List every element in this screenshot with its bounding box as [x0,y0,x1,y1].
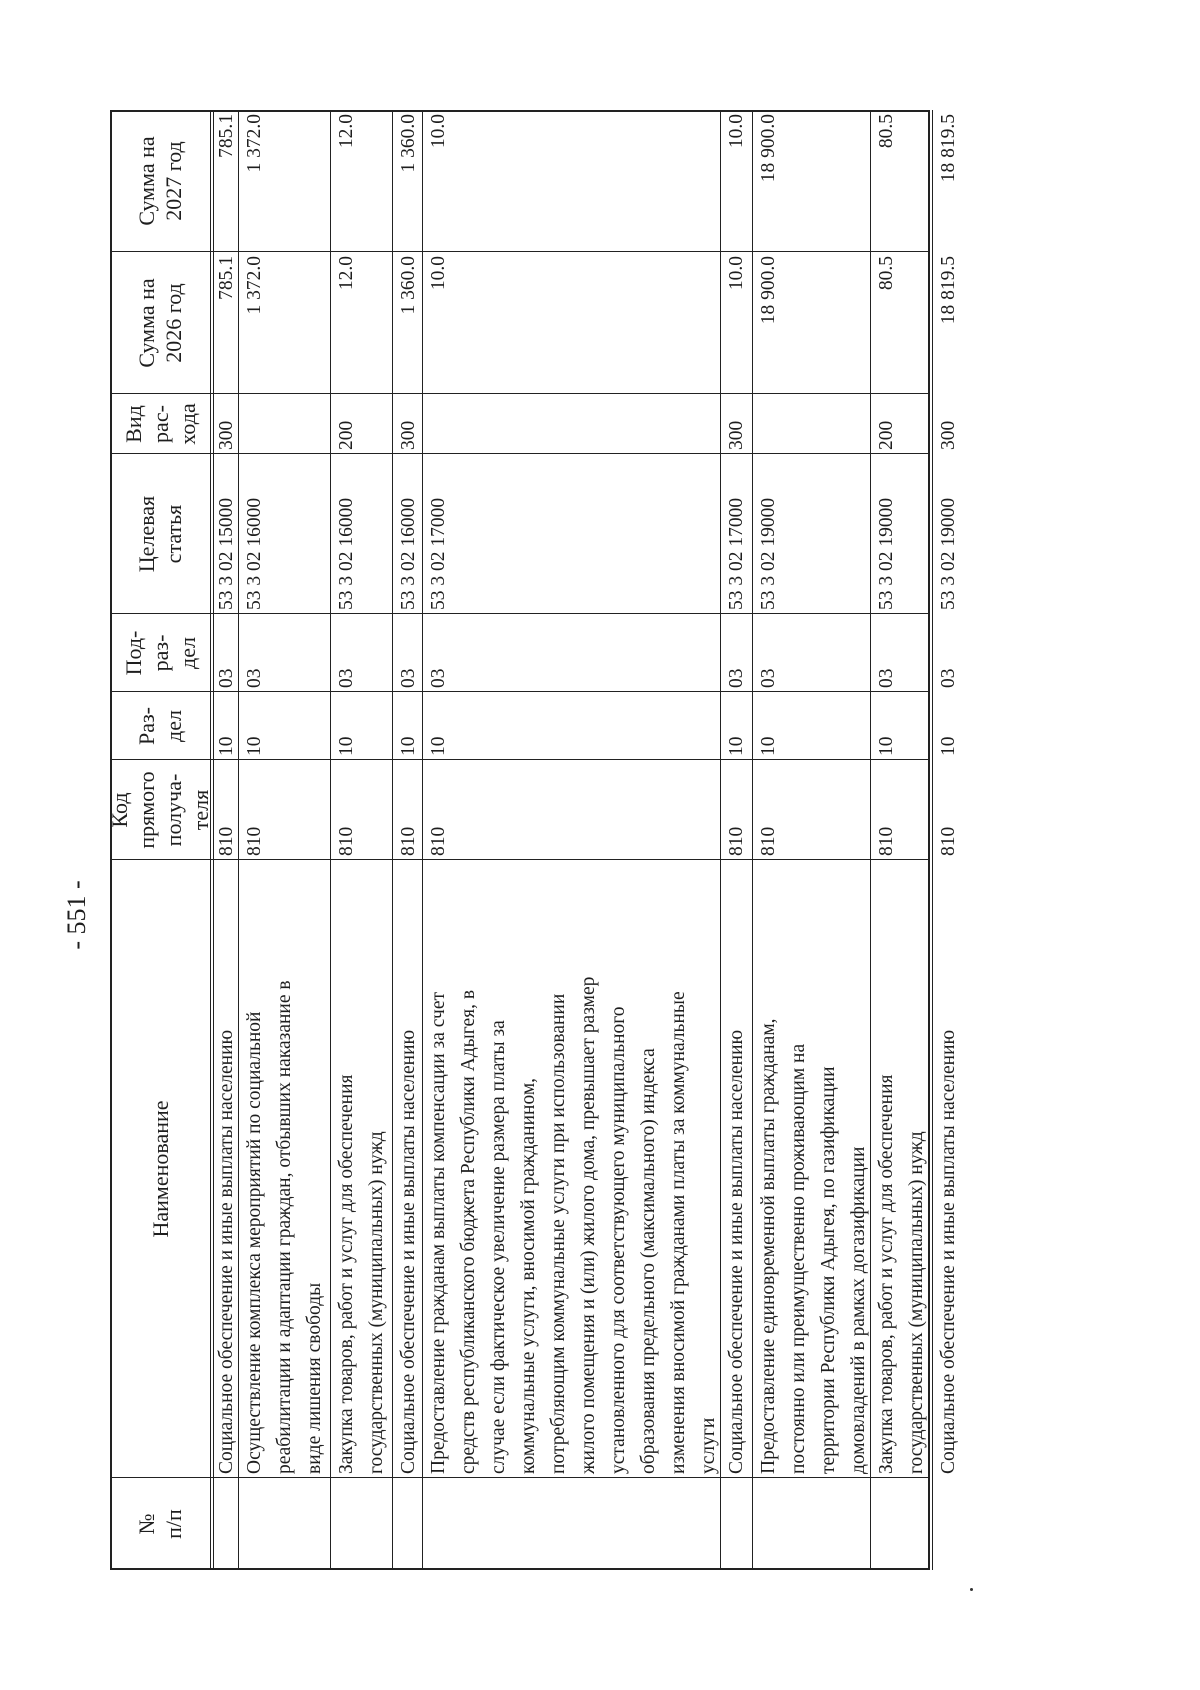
row-sum-2026: 785.1 [216,256,237,300]
header-sum-2027: Сумма на 2027 год [134,136,186,226]
row-sum-2027: 18 900.0 [758,114,779,183]
row-sum-2026: 12.0 [336,256,357,291]
row-subsection: 03 [758,668,779,688]
row-sum-2026: 18 819.5 [938,256,959,325]
row-number [238,1478,330,1570]
header-number: № п/п [134,1509,186,1539]
scan-speck [970,1588,973,1591]
row-expense-type: 300 [726,420,747,450]
budget-table-rotated [107,110,959,1570]
row-expense-type: 200 [876,420,897,450]
row-recipient-code: 810 [938,826,959,856]
row-expense-type [238,394,330,454]
row-target-article: 53 3 02 17000 [726,497,747,610]
row-sum-2027: 785.1 [216,114,237,158]
row-number [330,1478,392,1570]
row-expense-type: 300 [938,420,959,450]
row-recipient-code: 810 [726,826,747,856]
row-target-article: 53 3 02 15000 [216,497,237,610]
row-sum-2026: 1 372.0 [244,256,265,315]
row-name: Закупка товаров, работ и услуг для обеспечения государственных (муниципальных) нужд [336,1074,387,1474]
row-recipient-code: 810 [244,826,265,856]
row-name: Социальное обеспечение и иные выплаты населению [398,1029,419,1474]
row-sum-2027: 12.0 [336,114,357,149]
row-sum-2026: 80.5 [876,256,897,291]
row-number [752,1478,870,1570]
row-sum-2027: 1 360.0 [398,114,419,173]
row-name: Закупка товаров, работ и услуг для обеспечения государственных (муниципальных) нужд [876,1074,927,1474]
row-sum-2026: 10.0 [726,256,747,291]
row-sum-2027: 80.5 [876,114,897,149]
header-name: Наименование [147,1100,173,1238]
row-number [870,1478,930,1570]
header-subsection: Под- раз- дел [120,630,200,676]
row-recipient-code: 810 [398,826,419,856]
row-target-article: 53 3 02 19000 [758,497,779,610]
row-name: Социальное обеспечение и иные выплаты населению [726,1029,747,1474]
row-sum-2026: 1 360.0 [398,256,419,315]
row-section: 10 [876,736,897,756]
row-recipient-code: 810 [216,826,237,856]
row-target-article: 53 3 02 16000 [336,497,357,610]
row-subsection: 03 [938,668,959,688]
row-section: 10 [244,736,265,756]
row-name: Предоставление гражданам выплаты компенсации за счет средств республиканского бюджета Республики Адыгея, в случае если фактическое увеличение размера платы за коммунальные услуги, вносимой гражданином, потребляющим коммунальные услуги при использовании жилого помещения и (или) жилого дома, превышает размер установленного для соответствующего муниципального образования предельного (максимального) индекса изменения вносимой гражданами платы за коммунальные услуги [428,976,719,1474]
row-subsection: 03 [428,668,449,688]
row-section: 10 [216,736,237,756]
row-expense-type: 300 [216,420,237,450]
row-number [210,1478,238,1570]
row-expense-type: 200 [336,420,357,450]
row-sum-2026: 18 900.0 [758,256,779,325]
row-sum-2027: 18 819.5 [938,114,959,183]
row-sum-2026: 10.0 [428,256,449,291]
row-number [932,1478,934,1570]
row-recipient-code: 810 [336,826,357,856]
row-section: 10 [938,736,959,756]
row-expense-type: 300 [398,420,419,450]
row-subsection: 03 [336,668,357,688]
row-target-article: 53 3 02 19000 [876,497,897,610]
row-recipient-code: 810 [876,826,897,856]
row-section: 10 [398,736,419,756]
row-section: 10 [336,736,357,756]
row-number [392,1478,422,1570]
row-name: Предоставление единовременной выплаты гражданам, постоянно или преимущественно проживающим на территории Республики Адыгея, по газификации домовладений в рамках догазификации [758,1018,869,1474]
page-number [62,845,92,985]
header-section: Раз- дел [134,706,186,746]
row-expense-type [422,394,720,454]
row-section: 10 [726,736,747,756]
row-name: Осуществление комплекса мероприятий по социальной реабилитации и адаптации граждан, отбывших наказание в виде лишения свободы [244,980,325,1474]
row-sum-2027: 10.0 [726,114,747,149]
row-recipient-code: 810 [428,826,449,856]
row-section: 10 [758,736,779,756]
row-name: Социальное обеспечение и иные выплаты населению [938,1029,959,1474]
row-name: Социальное обеспечение и иные выплаты населению [216,1029,237,1474]
header-expense-type: Вид рас- хода [120,403,200,445]
row-section: 10 [428,736,449,756]
row-recipient-code: 810 [758,826,779,856]
row-sum-2027: 1 372.0 [244,114,265,173]
row-subsection: 03 [216,668,237,688]
budget-table [107,110,959,1570]
row-subsection: 03 [726,668,747,688]
row-target-article: 53 3 02 19000 [938,497,959,610]
row-subsection: 03 [244,668,265,688]
row-target-article: 53 3 02 16000 [244,497,265,610]
row-subsection: 03 [398,668,419,688]
page-number-text: - 551 - [62,880,91,950]
header-target-article: Целевая статья [134,495,186,573]
row-target-article: 53 3 02 16000 [398,497,419,610]
row-sum-2027: 10.0 [428,114,449,149]
row-number [720,1478,752,1570]
row-subsection: 03 [876,668,897,688]
header-recipient-code: Код прямого получа- теля [107,771,213,849]
row-target-article: 53 3 02 17000 [428,497,449,610]
row-number [422,1478,720,1570]
row-expense-type [752,394,870,454]
header-sum-2026: Сумма на 2026 год [134,278,186,368]
